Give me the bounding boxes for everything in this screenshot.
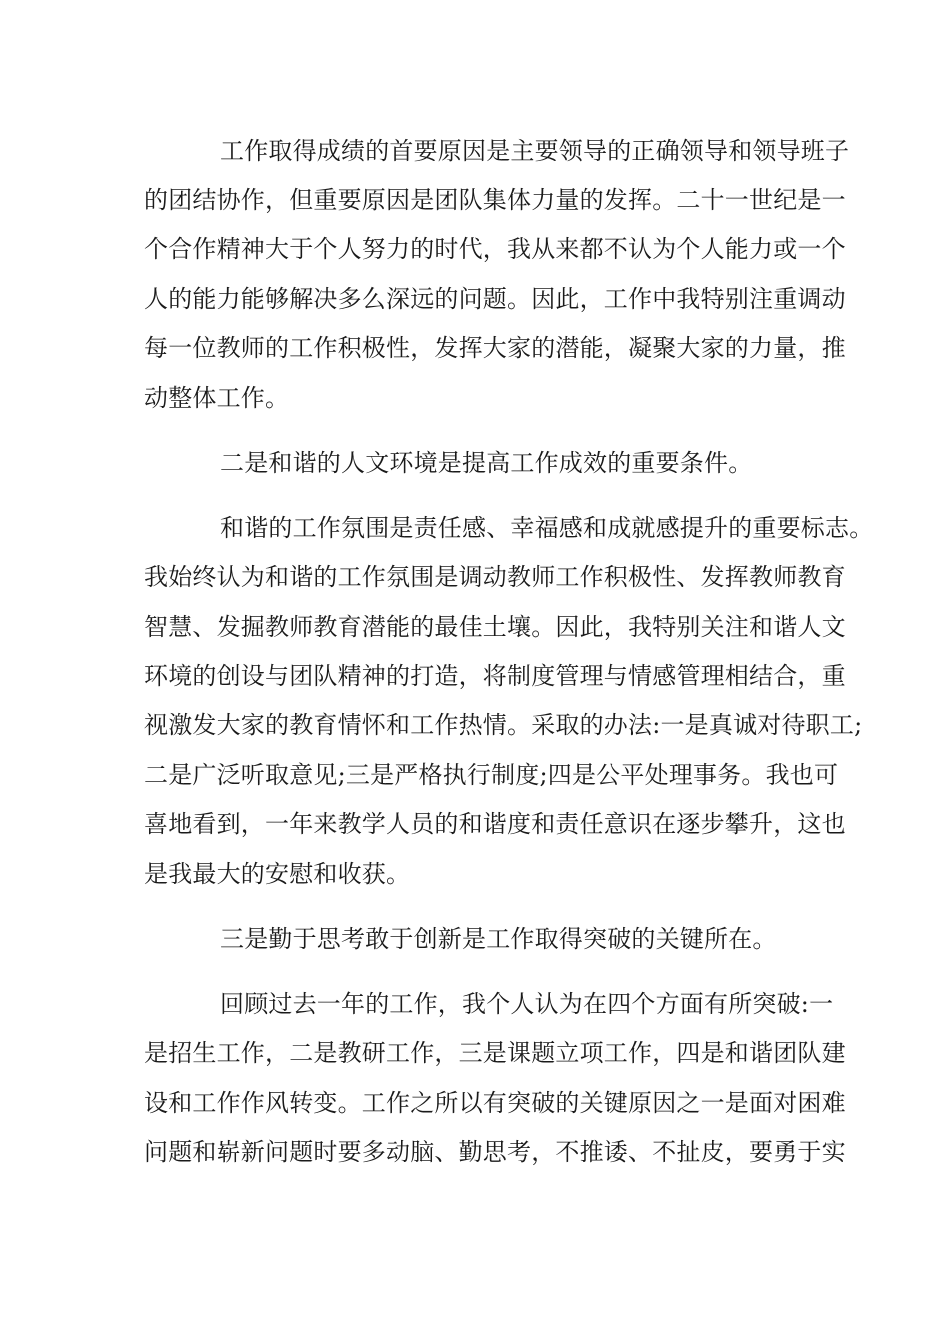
- paragraph-line: 环境的创设与团队精神的打造，将制度管理与情感管理相结合，重: [144, 662, 846, 690]
- paragraph-line: 是我最大的安慰和收获。: [144, 860, 411, 888]
- paragraph-line: 智慧、发掘教师教育潜能的最佳土壤。因此，我特别关注和谐人文: [144, 613, 846, 641]
- section-heading: 三是勤于思考敢于创新是工作取得突破的关键所在。: [220, 925, 777, 953]
- paragraph-line: 二是广泛听取意见;三是严格执行制度;四是公平处理事务。我也可: [144, 761, 839, 789]
- paragraph-line: 喜地看到，一年来教学人员的和谐度和责任意识在逐步攀升，这也: [144, 810, 846, 838]
- paragraph-line: 每一位教师的工作积极性，发挥大家的潜能，凝聚大家的力量，推: [144, 334, 846, 362]
- paragraph-line: 我始终认为和谐的工作氛围是调动教师工作积极性、发挥教师教育: [144, 563, 846, 591]
- section-heading: 二是和谐的人文环境是提高工作成效的重要条件。: [220, 449, 753, 477]
- paragraph-line: 和谐的工作氛围是责任感、幸福感和成就感提升的重要标志。: [220, 514, 874, 542]
- paragraph-line: 设和工作作风转变。工作之所以有突破的关键原因之一是面对困难: [144, 1089, 846, 1117]
- paragraph-line: 视激发大家的教育情怀和工作热情。采取的办法:一是真诚对待职工;: [144, 711, 863, 739]
- paragraph-line: 个合作精神大于个人努力的时代，我从来都不认为个人能力或一个: [144, 235, 846, 263]
- paragraph-line: 问题和崭新问题时要多动脑、勤思考，不推诿、不扯皮，要勇于实: [144, 1138, 846, 1166]
- paragraph-line: 回顾过去一年的工作，我个人认为在四个方面有所突破:一: [220, 990, 834, 1018]
- paragraph-line: 是招生工作，二是教研工作，三是课题立项工作，四是和谐团队建: [144, 1039, 846, 1067]
- paragraph-line: 人的能力能够解决多么深远的问题。因此，工作中我特别注重调动: [144, 285, 846, 313]
- paragraph-line: 工作取得成绩的首要原因是主要领导的正确领导和领导班子: [220, 137, 850, 165]
- paragraph-line: 动整体工作。: [144, 384, 290, 412]
- paragraph-line: 的团结协作，但重要原因是团队集体力量的发挥。二十一世纪是一: [144, 186, 846, 214]
